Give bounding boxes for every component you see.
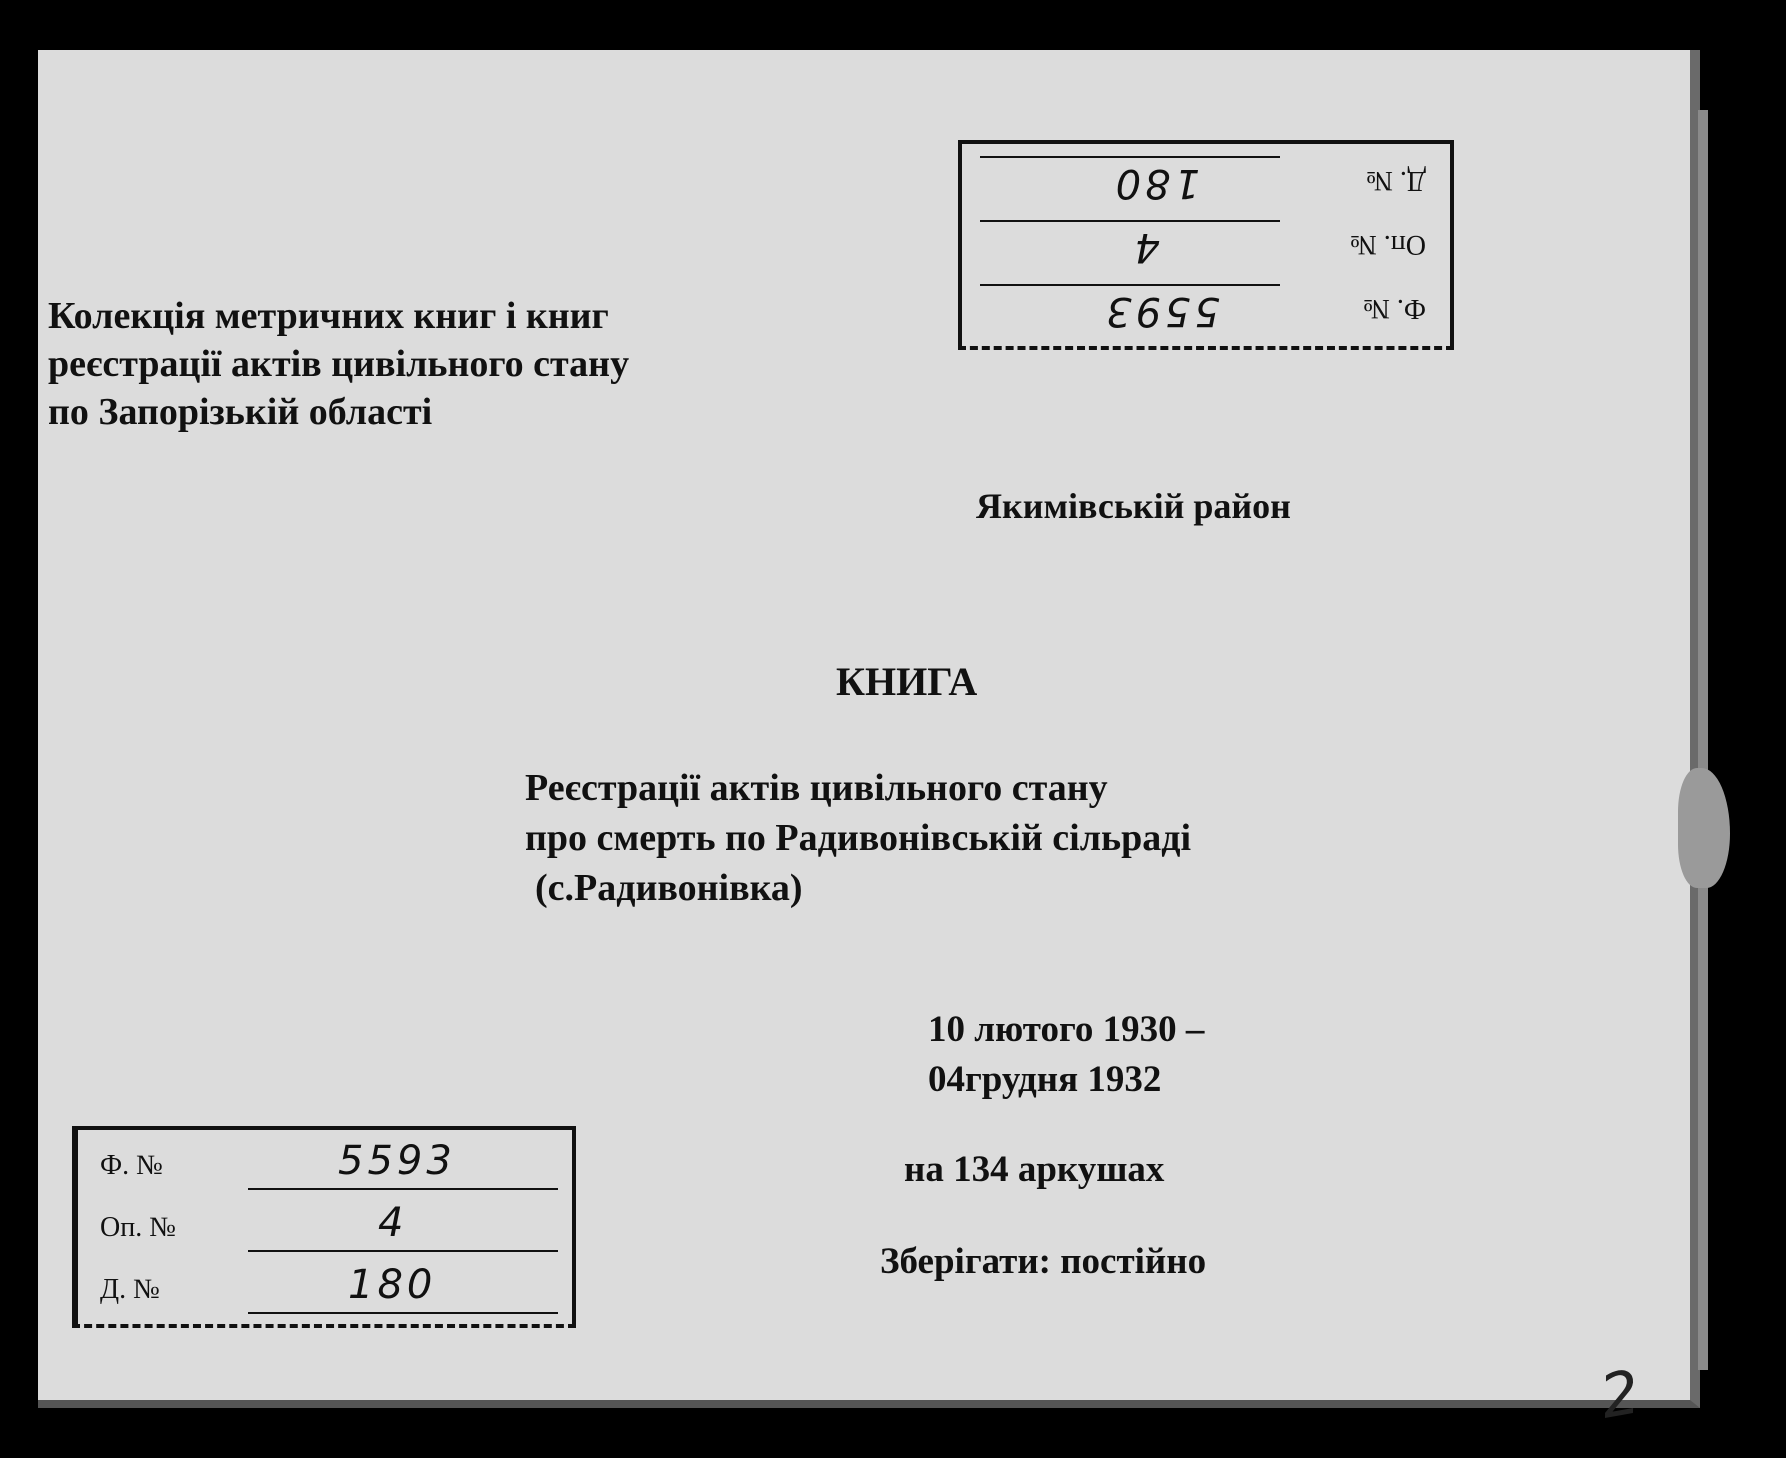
stamp-value: 4: [378, 1200, 408, 1246]
stamp-value: 4: [1130, 224, 1160, 270]
stamp-line: [248, 1312, 558, 1314]
stamp-row-fond: [78, 1136, 572, 1194]
archive-stamp-bottom: [72, 1126, 576, 1328]
stamp-row-fond: [962, 280, 1450, 338]
collection-line: реєстрації актів цивільного стану: [48, 343, 630, 385]
document-page: [38, 50, 1700, 1433]
district-name: Якимівській район: [976, 486, 1291, 526]
page-number: 2: [1595, 1357, 1645, 1433]
paper-tear: [1678, 768, 1730, 888]
stamp-row-opys: [962, 216, 1450, 274]
archive-stamp-top: [958, 140, 1454, 350]
stamp-label: Ф. №: [100, 1150, 163, 1181]
collection-heading: [48, 292, 629, 436]
stamp-row-opys: [78, 1198, 572, 1256]
stamp-line: [248, 1188, 558, 1190]
stamp-line: [980, 220, 1280, 222]
stamp-line: [980, 284, 1280, 286]
stamp-row-sprava: [962, 152, 1450, 210]
stamp-label: Д. №: [1366, 165, 1426, 196]
stamp-line: [980, 156, 1280, 158]
date-to: 04грудня 1932: [928, 1059, 1162, 1100]
stamp-label: Ф. №: [1363, 293, 1426, 324]
stamp-row-sprava: [78, 1260, 572, 1318]
date-range: [928, 1005, 1204, 1105]
stamp-value: 5593: [1102, 288, 1220, 334]
stamp-label: Оп. №: [1350, 229, 1426, 260]
book-title: КНИГА: [836, 659, 978, 704]
description-line: (с.Радивонівка): [535, 867, 803, 909]
collection-line: по Запорізькій області: [48, 391, 433, 433]
collection-line: Колекція метричних книг і книг: [48, 295, 609, 337]
stamp-value: 5593: [338, 1138, 456, 1184]
storage-term: Зберігати: постійно: [880, 1241, 1207, 1282]
stamp-label: Д. №: [100, 1274, 160, 1305]
date-from: 10 лютого 1930 –: [928, 1009, 1205, 1050]
description-line: про смерть по Радивонівській сільраді: [525, 817, 1192, 859]
stamp-label: Оп. №: [100, 1212, 176, 1243]
description-line: Реєстрації актів цивільного стану: [525, 767, 1108, 809]
stamp-line: [248, 1250, 558, 1252]
book-description: [525, 763, 1191, 913]
stamp-value: 180: [348, 1262, 437, 1308]
sheet-count: на 134 аркушах: [904, 1149, 1165, 1190]
stamp-value: 180: [1111, 160, 1200, 206]
